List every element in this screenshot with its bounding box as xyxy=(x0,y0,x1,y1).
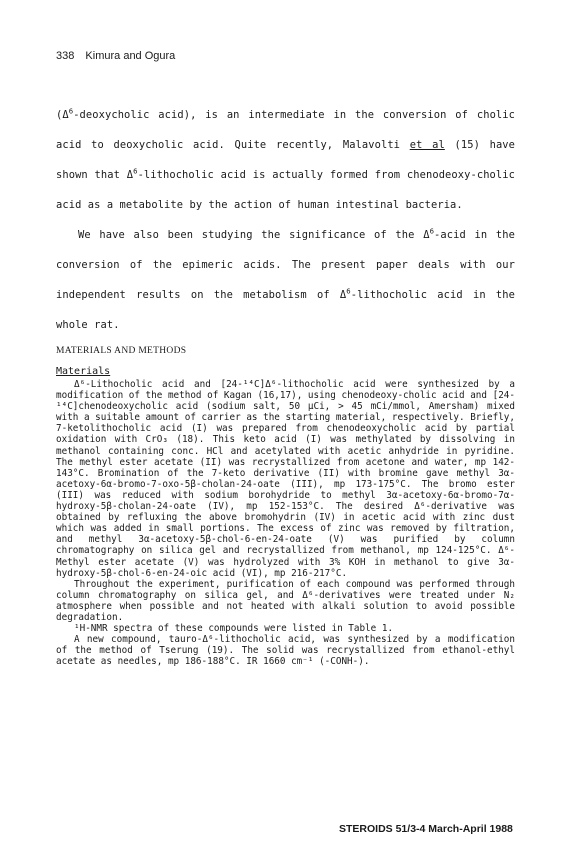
section-heading: MATERIALS AND METHODS xyxy=(56,346,187,356)
page-number: 338 xyxy=(56,50,75,62)
methods-paragraph: A new compound, tauro-Δ⁶-lithocholic acid, was synthesized by a modification of the method of Tserung (19). The solid was recrystallized from ethanol-ethyl acetate as needles, mp 186-188°C. IR 1660 cm⁻¹ (-CONH-). xyxy=(56,634,515,668)
methods-paragraph: ¹H-NMR spectra of these compounds were listed in Table 1. xyxy=(74,623,394,635)
intro-paragraph-2: We have also been studying the significance of the $\Delta^6$-acid in the conversion of the epimeric acids. The present paper deals with our independent results on the metabolism of $\Delta^6$-lithocholic acid in the whole rat. xyxy=(56,226,515,331)
et-al: et al xyxy=(409,139,445,151)
running-title: Kimura and Ogura xyxy=(85,50,176,62)
methods-paragraph: Δ⁶-Lithocholic acid and [24-¹⁴C]Δ⁶-lithocholic acid were synthesized by a modification of the method of Kagan (16,17), using chenodeoxy-cholic acid and [24-¹⁴C]chenodeoxycholic acid (sodium salt, 50 μCi, > 45 mCi/mmol, Amersham) mixed with a suitable amount of carrier as the starting material, respectively. Briefly, 7-ketolithocholic acid (I) was prepared from chenodeoxycholic acid by partial oxidation with CrO₃ (18). This keto acid (I) was methylated by dissolving in methanol containing conc. HCl and acetylated with acetic anhydride in pyridine. The methyl ester acetate (II) was recrystallized from acetone and water, mp 142-143°C. Bromination of the 7-keto derivative (II) with bromine gave methyl 3α-acetoxy-6α-bromo-7-oxo-5β-cholan-24-oate (III), mp 173-175°C. The bromo ester (III) was reduced with sodium borohydride to methyl 3α-acetoxy-6α-bromo-7α-hydroxy-5β-cholan-24-oate (IV), mp 152-153°C. The desired Δ⁶-derivative was obtained by refluxing the above bromohydrin (IV) in acetic acid with zinc dust which was added in small portions. The excess of zinc was removed by filtration, and methyl 3α-acetoxy-5β-chol-6-en-24-oate (V) was purified by column chromatography on silica gel and recrystallized from methanol, mp 124-125°C. Δ⁶-Methyl ester acetate (V) was hydrolyzed with 3% KOH in methanol to give 3α-hydroxy-5β-chol-6-en-24-oic acid (VI), mp 216-217°C. xyxy=(56,379,515,579)
methods-paragraph: Throughout the experiment, purification of each compound was performed through column chromatography on silica gel, and Δ⁶-derivatives were treated under N₂ atmosphere when possible and not heated with alkali solution to avoid possible degradation. xyxy=(56,578,515,623)
materials-text xyxy=(56,379,515,667)
subsection-heading: Materials xyxy=(56,366,111,377)
introduction-text xyxy=(56,100,515,340)
journal-footer: STEROIDS 51/3-4 March-April 1988 xyxy=(339,823,513,835)
intro-paragraph-1: ($\Delta^6$-deoxycholic acid), is an intermediate in the conversion of cholic acid to deoxycholic acid. Quite recently, Malavolti et al (15) have shown that $\Delta^6$-lithocholic acid is actually formed from chenodeoxy-cholic acid as a metabolite by the action of human intestinal bacteria. xyxy=(56,106,516,211)
page-header xyxy=(56,50,175,62)
